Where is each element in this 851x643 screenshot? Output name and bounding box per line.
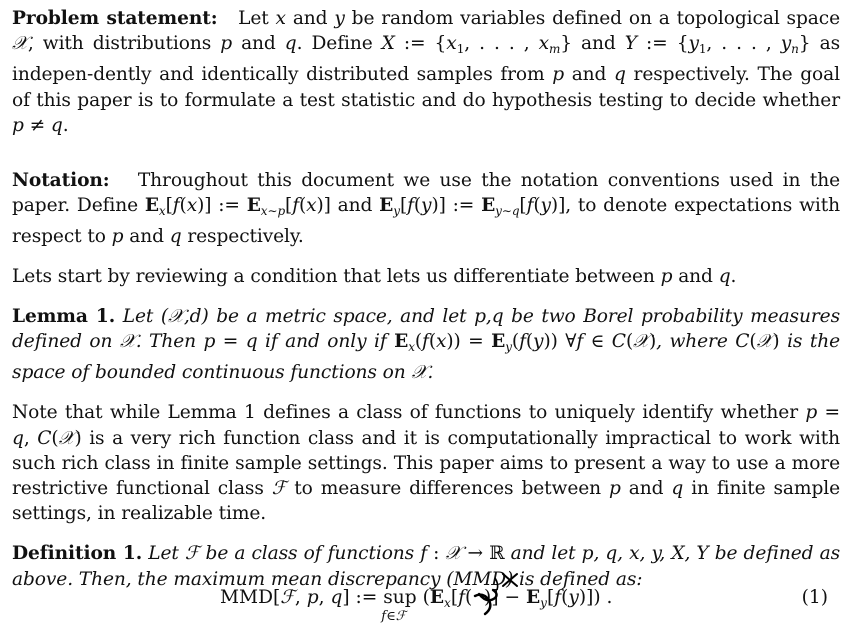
definition-paragraph: Definition 1. Let ℱ be a class of functions f : 𝒳 → ℝ and let p, q, x, y, X, Y be defined as above. Then, the maximum mean discrepancy (MMD) is defined as: — [12, 543, 841, 590]
handwritten-annotation — [465, 568, 525, 618]
sup-subscript: f∈ℱ — [381, 609, 406, 624]
notation-heading: Notation: — [12, 170, 110, 192]
intro-lemma-paragraph: Lets start by reviewing a condition that lets us differentiate between p and q. — [12, 265, 737, 287]
problem-paragraph: Problem statement: Let x and y be random variables defined on a topological space 𝒳, with distributions p and q. Define X := {$x_1$, . . . , $x_m$} and Y := {$y_1$, . . . , $y_n$} as indepen-dently and identically distributed samples from p and q respectively. The goal of this paper is to formulate a test statistic and do hypothesis testing to decide whether p ≠ q. — [12, 8, 841, 136]
problem-heading: Problem statement: — [12, 8, 218, 29]
definition-heading: Definition 1. — [12, 543, 143, 565]
mmd-equation: MMD[ℱ, p, q] := sup f∈ℱ ($E_x[f$( )] − $E_y[f(y)]$) . — [220, 587, 613, 624]
equation-row — [0, 587, 828, 627]
sup-operator: sup f∈ℱ — [381, 587, 417, 624]
notation-paragraph: Notation: Throughout this document we use the notation conventions used in the paper. Define $E_x[f(x)]$ := $E_{x\sim p}[f(x)]$ and $E_y[f(y)]$ := $E_{y\sim q}[f(y)]$, to denote expectations with respect to p and q respectively. — [12, 170, 840, 248]
document-page — [12, 6, 840, 592]
equation-number: (1) — [801, 587, 828, 608]
note-paragraph: Note that while Lemma 1 defines a class of functions to uniquely identify whether p = q, C(𝒳) is a very rich function class and it is computationally impractical to work with such rich class in finite sample settings. This paper aims to present a way to use a more restrictive functional class ℱ to measure differences between p and q in finite sample settings, in realizable time. — [12, 402, 841, 525]
lemma-heading: Lemma 1. — [12, 305, 116, 327]
lemma-paragraph: Lemma 1. Let (𝒳,d) be a metric space, and let p,q be two Borel probability measures defined on 𝒳. Then p = q if and only if $E_x(f(x)) = E_y(f(y))$ ∀f ∈ C(𝒳), where C(𝒳) is the space of bounded continuous functions on 𝒳. — [12, 305, 841, 384]
